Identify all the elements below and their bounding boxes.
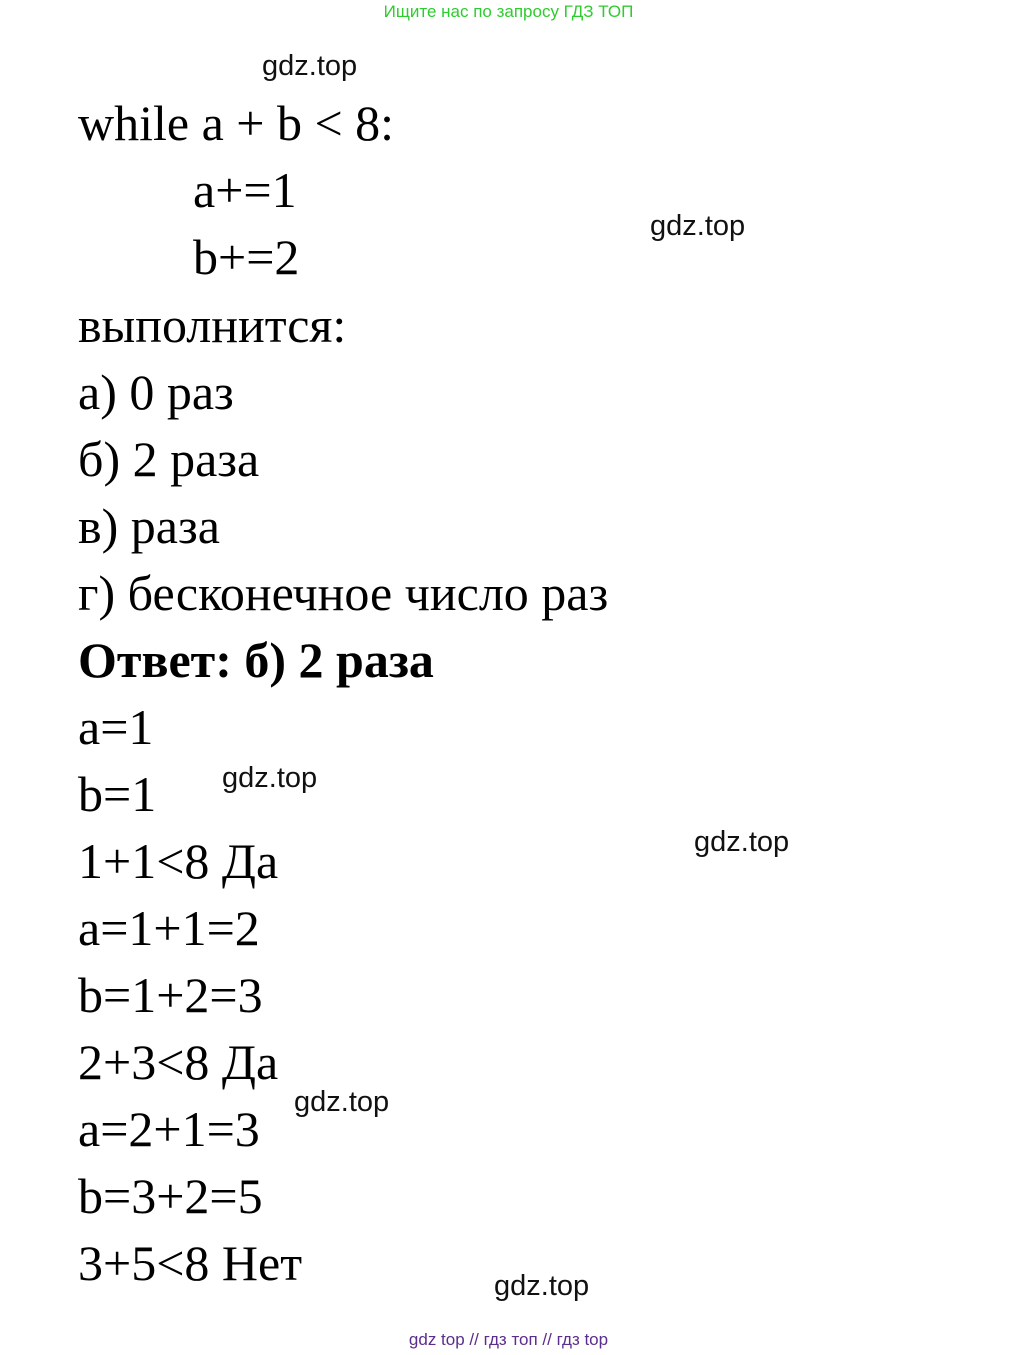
top-banner: Ищите нас по запросу ГДЗ ТОП bbox=[383, 2, 634, 21]
watermark: gdz.top bbox=[294, 1086, 390, 1118]
trace-line: b=3+2=5 bbox=[78, 1168, 263, 1224]
footer-links: gdz top // гдз топ // гдз top bbox=[408, 1330, 609, 1349]
trace-line: 2+3<8 Да bbox=[78, 1034, 279, 1090]
trace-line: 3+5<8 Нет bbox=[78, 1235, 303, 1291]
answer-option: г) бесконечное число раз bbox=[78, 565, 609, 621]
trace-line: 1+1<8 Да bbox=[78, 833, 279, 889]
trace-line: b=1 bbox=[78, 766, 157, 822]
watermark: gdz.top bbox=[650, 210, 746, 242]
watermark: gdz.top bbox=[494, 1270, 590, 1302]
code-while-line: while a + b < 8: bbox=[78, 95, 395, 151]
code-body-line: b+=2 bbox=[193, 229, 300, 285]
watermark: gdz.top bbox=[694, 826, 790, 858]
trace-line: a=2+1=3 bbox=[78, 1101, 260, 1157]
answer-option: а) 0 раз bbox=[78, 364, 234, 420]
question-prompt: выполнится: bbox=[78, 297, 347, 353]
trace-line: a=1 bbox=[78, 699, 154, 755]
watermark: gdz.top bbox=[262, 50, 358, 82]
answer-option: в) раза bbox=[78, 498, 220, 554]
watermark: gdz.top bbox=[222, 762, 318, 794]
code-body-line: a+=1 bbox=[193, 162, 297, 218]
answer-heading: Ответ: б) 2 раза bbox=[78, 632, 434, 688]
trace-line: b=1+2=3 bbox=[78, 967, 263, 1023]
answer-option: б) 2 раза bbox=[78, 431, 260, 487]
trace-line: a=1+1=2 bbox=[78, 900, 260, 956]
